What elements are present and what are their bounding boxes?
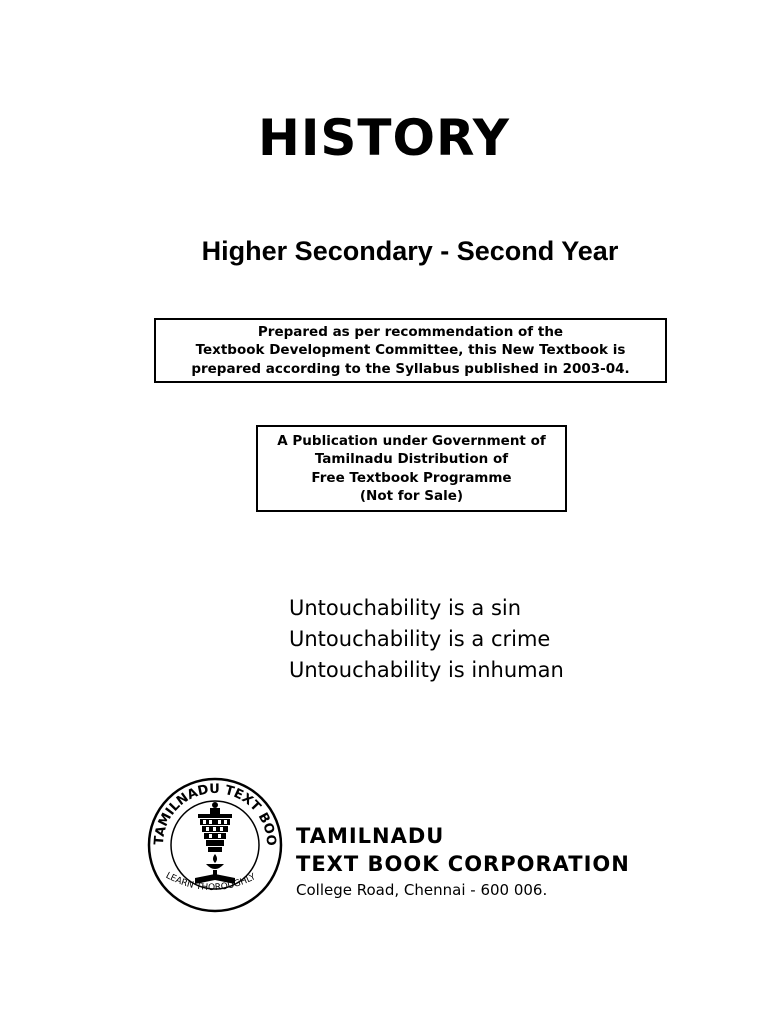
slogan-line: Untouchability is a sin: [289, 596, 522, 620]
seal-motto-text: LEARN THOROUGHLY: [163, 870, 258, 894]
committee-note-box: [154, 318, 667, 383]
seal-ring-text: TAMILNADU TEXT BOO: [151, 781, 279, 847]
committee-note-line: Prepared as per recommendation of the: [257, 323, 564, 340]
publication-note-box: [256, 425, 567, 512]
committee-note-line: Textbook Development Committee, this New Textbook is: [195, 342, 626, 359]
book-title: HISTORY: [257, 109, 511, 167]
publisher-address: College Road, Chennai - 600 006.: [296, 881, 548, 899]
publication-note-line: (Not for Sale): [359, 488, 464, 504]
book-subtitle: Higher Secondary - Second Year: [201, 236, 619, 266]
publication-note-line: Free Textbook Programme: [311, 469, 512, 486]
publisher-block: [296, 822, 630, 902]
slogan-line: Untouchability is inhuman: [289, 658, 564, 682]
svg-text:LEARN THOROUGHLY: [164, 871, 258, 893]
publisher-name-line2: TEXT BOOK CORPORATION: [296, 852, 630, 876]
temple-tower-seal-icon: [140, 770, 290, 920]
publication-note-line: A Publication under Government of: [277, 432, 546, 449]
slogan-line: Untouchability is a crime: [289, 627, 551, 651]
publication-note-line: Tamilnadu Distribution of: [314, 451, 509, 467]
publisher-name-line1: TAMILNADU: [296, 824, 445, 848]
committee-note-line: prepared according to the Syllabus published in 2003-04.: [191, 360, 630, 377]
slogans-block: [289, 593, 564, 686]
